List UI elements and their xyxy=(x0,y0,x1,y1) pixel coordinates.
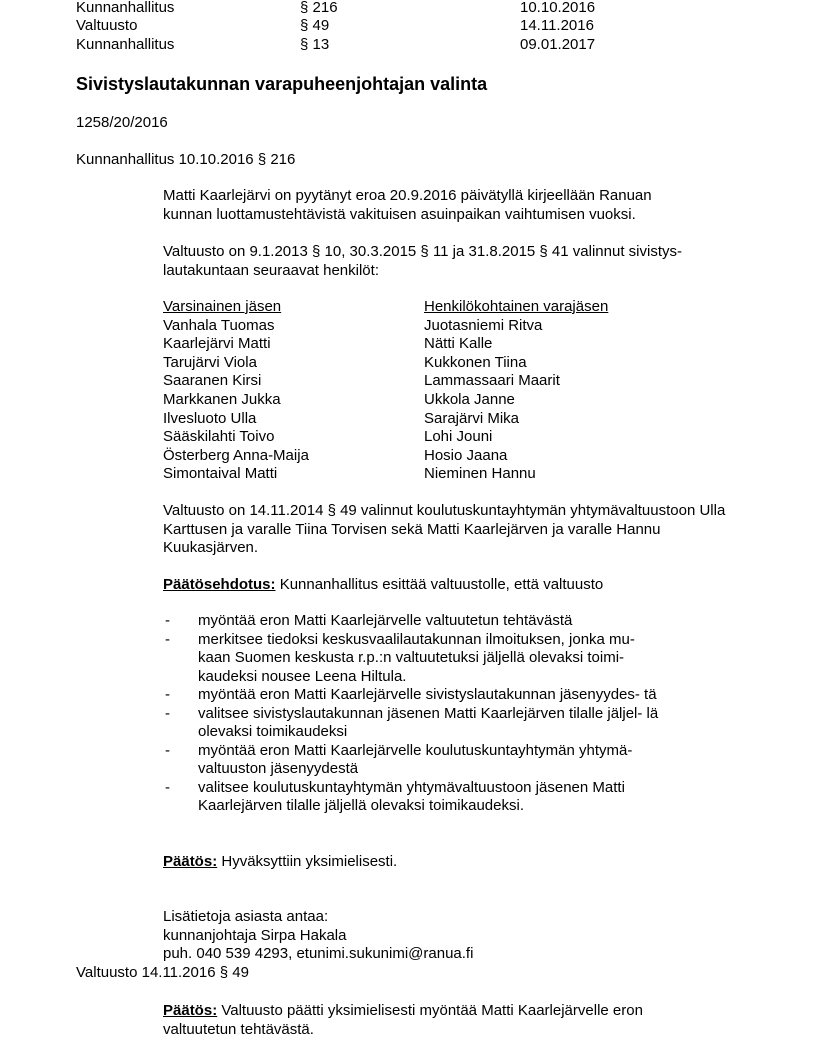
dash-bullet: - xyxy=(165,612,170,629)
members-header xyxy=(163,298,683,317)
paragraph-resignation: Matti Kaarlejärvi on pyytänyt eroa 20.9.2016 päivätyllä kirjeellään Ranuan kunnan luottamustehtävistä vakituisen asuinpaikan vaihtumisen vuoksi. xyxy=(163,187,652,223)
list-item xyxy=(163,631,638,687)
list-item-text: myöntää eron Matti Kaarlejärvelle koulutuskuntayhtymän yhtymä- valtuuston jäsenyydestä xyxy=(198,741,633,777)
decision-text: Valtuusto päätti yksimielisesti myöntää Matti Kaarlejärvelle eron valtuutetun tehtävästä. xyxy=(163,1002,643,1038)
list-item xyxy=(163,612,683,631)
member-regular: Vanhala Tuomas xyxy=(163,316,275,334)
list-item-text: myöntää eron Matti Kaarlejärvelle valtuutetun tehtävästä xyxy=(198,612,573,629)
list-item-text: myöntää eron Matti Kaarlejärvelle sivistyslautakunnan jäsenyydes- tä xyxy=(198,686,657,703)
dash-bullet: - xyxy=(165,741,170,759)
list-item xyxy=(163,742,678,779)
member-row xyxy=(163,372,683,391)
member-row xyxy=(163,447,683,466)
member-deputy: Lohi Jouni xyxy=(424,428,493,446)
history-body: Valtuusto xyxy=(76,17,138,34)
dash-bullet: - xyxy=(165,630,170,648)
history-date: 10.10.2016 xyxy=(520,0,596,16)
member-row xyxy=(163,317,683,336)
history-date: 09.01.2017 xyxy=(520,36,596,53)
column-header-regular: Varsinainen jäsen xyxy=(163,298,282,315)
member-row xyxy=(163,465,683,484)
case-number: 1258/20/2016 xyxy=(76,114,168,131)
contact-phone-email: puh. 040 539 4293, etunimi.sukunimi@ranua.fi xyxy=(163,945,474,963)
member-regular: Saaranen Kirsi xyxy=(163,372,262,390)
member-regular: Kaarlejärvi Matti xyxy=(163,335,271,353)
proposal xyxy=(163,576,603,594)
member-row xyxy=(163,354,683,373)
decision-council xyxy=(163,1002,703,1039)
list-item-text: valitsee sivistyslautakunnan jäsenen Matti Kaarlejärven tilalle jäljel- lä olevaksi toimikaudeksi xyxy=(198,704,659,740)
dash-bullet: - xyxy=(165,778,170,796)
proposal-label: Päätösehdotus: xyxy=(163,576,276,593)
history-body: Kunnanhallitus xyxy=(76,36,175,53)
meeting-header: Valtuusto 14.11.2016 § 49 xyxy=(76,964,249,981)
history-row xyxy=(76,0,636,17)
list-item xyxy=(163,705,688,742)
decision-text: Hyväksyttiin yksimielisesti. xyxy=(221,853,398,870)
member-regular: Sääskilahti Toivo xyxy=(163,428,275,446)
list-item-text: valitsee koulutuskuntayhtymän yhtymävaltuustoon jäsenen Matti Kaarlejärven tilalle jäljellä olevaksi toimikaudeksi. xyxy=(198,778,625,814)
member-deputy: Kukkonen Tiina xyxy=(424,353,527,371)
history-row xyxy=(76,36,636,54)
dash-bullet: - xyxy=(165,704,170,722)
history-date: 14.11.2016 xyxy=(520,17,594,34)
paragraph-joint-authority: Valtuusto on 14.11.2014 § 49 valinnut koulutuskuntayhtymän yhtymävaltuustoon Ulla Karttusen ja varalle Tiina Torvisen sekä Matti Kaarlejärven ja varalle Hannu Kuukasjärven. xyxy=(163,502,726,556)
member-deputy: Lammassaari Maarit xyxy=(424,372,560,390)
member-regular: Simontaival Matti xyxy=(163,465,278,483)
history-section: § 49 xyxy=(300,17,330,34)
proposal-text: Kunnanhallitus esittää valtuustolle, että valtuusto xyxy=(279,576,604,593)
member-deputy: Sarajärvi Mika xyxy=(424,409,520,427)
decision xyxy=(163,853,397,871)
member-regular: Österberg Anna-Maija xyxy=(163,446,309,464)
decision-label: Päätös: xyxy=(163,853,218,870)
list-item-text: merkitsee tiedoksi keskusvaalilautakunnan ilmoituksen, jonka mu- kaan Suomen keskusta r.p.:n valtuutetuksi jäljellä olevaksi toimi- kaudeksi nousee Leena Hiltula. xyxy=(198,630,635,685)
document-title: Sivistyslautakunnan varapuheenjohtajan valinta xyxy=(76,74,488,94)
history-section: § 216 xyxy=(300,0,338,16)
member-regular: Markkanen Jukka xyxy=(163,390,281,408)
column-header-deputy: Henkilökohtainen varajäsen xyxy=(424,298,609,315)
proposal-list xyxy=(163,612,683,816)
contact-intro: Lisätietoja asiasta antaa: xyxy=(163,908,329,925)
member-deputy: Juotasniemi Ritva xyxy=(424,316,543,334)
member-deputy: Nieminen Hannu xyxy=(424,465,536,483)
history-body: Kunnanhallitus xyxy=(76,0,175,16)
member-deputy: Hosio Jaana xyxy=(424,446,508,464)
member-row xyxy=(163,410,683,429)
member-row xyxy=(163,428,683,447)
paragraph-election: Valtuusto on 9.1.2013 § 10, 30.3.2015 § 11 ja 31.8.2015 § 41 valinnut sivistys- lautakuntaan seuraavat henkilöt: xyxy=(163,243,682,279)
contact-person: kunnanjohtaja Sirpa Hakala xyxy=(163,926,347,944)
contact-info xyxy=(163,908,473,964)
list-item xyxy=(163,686,678,705)
list-item xyxy=(163,779,668,816)
member-row xyxy=(163,391,683,410)
history-row xyxy=(76,17,636,35)
member-deputy: Ukkola Janne xyxy=(424,390,515,408)
member-deputy: Nätti Kalle xyxy=(424,335,493,353)
member-regular: Tarujärvi Viola xyxy=(163,353,257,371)
member-regular: Ilvesluoto Ulla xyxy=(163,409,257,427)
decision-label: Päätös: xyxy=(163,1002,218,1019)
dash-bullet: - xyxy=(165,686,170,703)
meeting-header: Kunnanhallitus 10.10.2016 § 216 xyxy=(76,151,296,168)
members-table xyxy=(163,298,683,484)
member-row xyxy=(163,335,683,354)
history-section: § 13 xyxy=(300,36,330,53)
